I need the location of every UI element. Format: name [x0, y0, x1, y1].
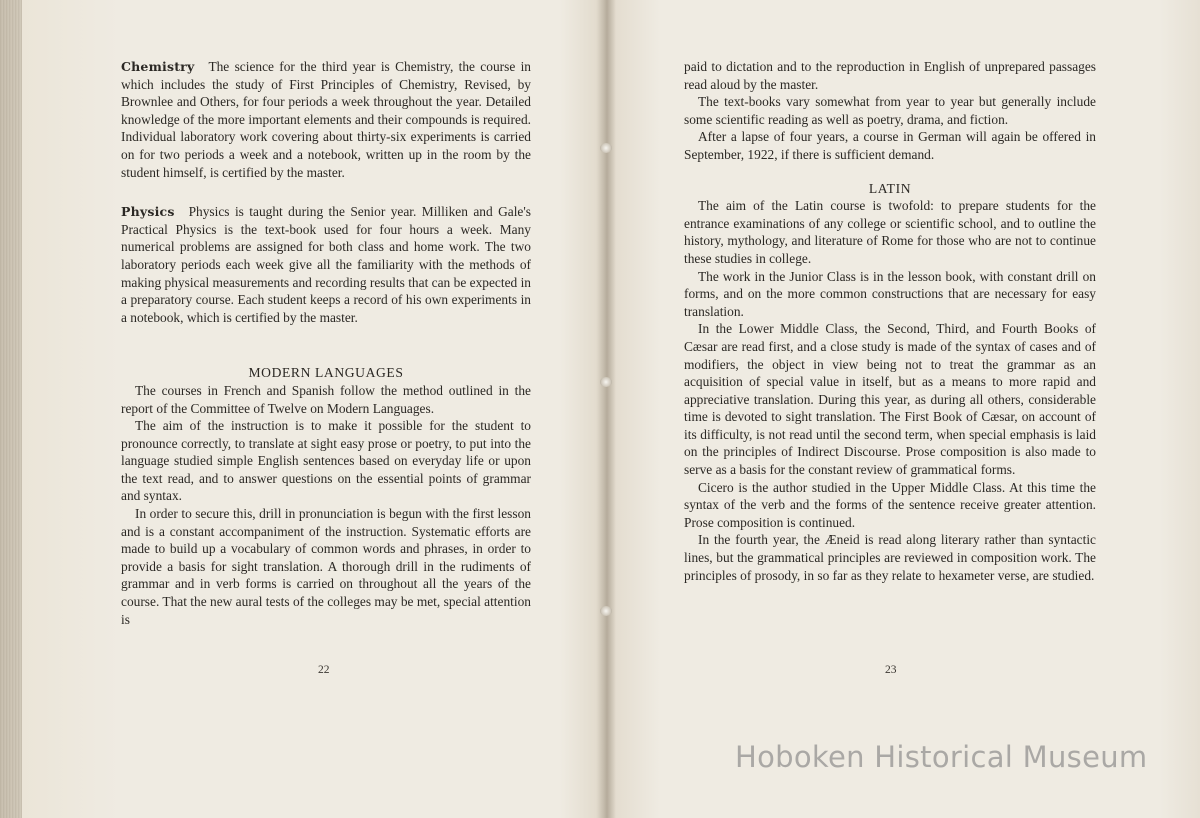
latin-paragraph: The aim of the Latin course is twofold: to prepare students for the entrance examinations of any college or scientific school, and to outline the history, mythology, and literature of Rome for those who are not to continue these studies in college.: [684, 198, 1096, 266]
latin-paragraph: The work in the Junior Class is in the lesson book, with constant drill on forms, and on the more common constructions that are necessary for easy translation.: [684, 268, 1096, 319]
latin-paragraph: In the fourth year, the Æneid is read along literary rather than syntactic lines, but the grammatical principles are reviewed in composition work. The principles of prosody, in so far as they relate to hexameter verse, are studied.: [684, 532, 1096, 583]
binding-stitch: [600, 143, 612, 153]
binding-stitch: [600, 606, 612, 616]
physics-section: [121, 203, 531, 326]
chemistry-section: [121, 58, 531, 181]
continuation-paragraph: paid to dictation and to the reproduction in English of unprepared passages read aloud by the master.: [684, 59, 1096, 92]
book-gutter: [596, 0, 616, 818]
chemistry-text: The science for the third year is Chemistry, the course in which includes the study of First Principles of Chemistry, Revised, by Brownlee and Others, for four periods a week throughout the year. Detailed knowledge of the more important elements and their compounds is required. Individual laboratory work covering about thirty-six experiments is carried on for two periods a week and a notebook, written up in the room by the student himself, is certified by the master.: [121, 59, 531, 180]
modern-languages-paragraph: The aim of the instruction is to make it possible for the student to pronounce correctly, to translate at sight easy prose or poetry, to put into the language studied simple English sentences based on everyday life or upon the text read, and to answer questions on the essential points of grammar and syntax.: [121, 418, 531, 504]
modern-languages-title: MODERN LANGUAGES: [248, 365, 404, 381]
modern-languages-paragraph: The courses in French and Spanish follow the method outlined in the report of the Committee of Twelve on Modern Languages.: [121, 382, 531, 416]
latin-paragraph: Cicero is the author studied in the Upper Middle Class. At this time the syntax of the verb and the forms of the sentence receive greater attention. Prose composition is continued.: [684, 479, 1096, 530]
modern-languages-paragraph: In order to secure this, drill in pronunciation is begun with the first lesson and is a constant accompaniment of the instruction. Systematic efforts are made to build up a vocabulary of common words and phrases, in order to provide a basis for sight translation. A thorough drill in the rudiments of grammar and in verb forms is carried on throughout all the years of the course. That the new aural tests of the colleges may be met, special attention is: [121, 506, 531, 627]
chemistry-heading: Chemistry: [121, 59, 195, 74]
continuation-paragraph: After a lapse of four years, a course in German will again be offered in September, 1922, if there is sufficient demand.: [684, 129, 1096, 162]
museum-watermark: Hoboken Historical Museum: [735, 740, 1148, 774]
page-number-left: 22: [318, 664, 330, 676]
left-page: [121, 58, 531, 628]
physics-heading: Physics: [121, 204, 175, 220]
physics-text: Physics is taught during the Senior year. Milliken and Gale's Practical Physics is the text-book used for four hours a week. Many numerical problems are assigned for both class and home work. The two laboratory periods each week give all the familiarity with the methods of making physical measurements and recording results that can be expected in a preparatory course. Each student keeps a record of his own experiments in a notebook, which is certified by the master.: [121, 204, 531, 325]
page-edges: [0, 0, 22, 818]
latin-paragraph: In the Lower Middle Class, the Second, Third, and Fourth Books of Cæsar are read first, and a close study is made of the syntax of cases and of modifiers, the object in view being not to treat the grammar as an acquisition of special value in itself, but as a means to more rapid and appreciative translation. During this year, as during all others, considerable time is devoted to sight translation. The First Book of Cæsar, on account of its difficulty, is not read until the second term, when special emphasis is laid on the principles of Indirect Discourse. Prose composition is also made to serve as a basis for the constant review of grammatical forms.: [684, 321, 1096, 478]
right-page: [684, 58, 1096, 584]
page-number-right: 23: [885, 664, 897, 676]
binding-stitch: [600, 377, 612, 387]
latin-title: LATIN: [868, 180, 912, 196]
continuation-paragraph: The text-books vary somewhat from year to year but generally include some scientific reading as well as poetry, drama, and fiction.: [684, 94, 1096, 127]
